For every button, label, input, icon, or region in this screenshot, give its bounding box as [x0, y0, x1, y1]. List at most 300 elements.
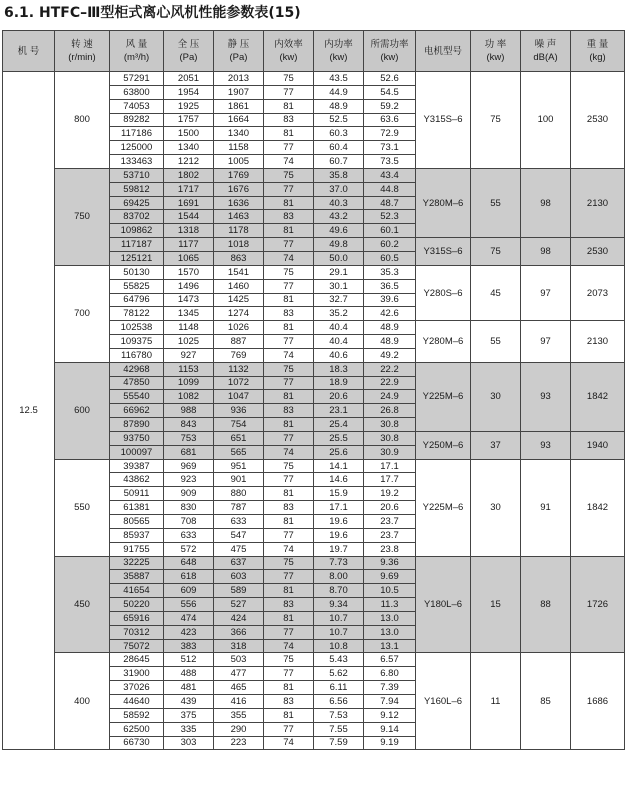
- internal-efficiency-cell: 83: [264, 113, 314, 127]
- total-pressure-cell: 1570: [164, 265, 214, 279]
- static-pressure-cell: 1005: [214, 155, 264, 169]
- required-power-cell: 23.7: [364, 515, 416, 529]
- internal-efficiency-cell: 74: [264, 155, 314, 169]
- motor-model-cell: Y160L–6: [416, 653, 471, 750]
- noise-cell: 93: [521, 362, 571, 431]
- internal-power-cell: 37.0: [314, 182, 364, 196]
- required-power-cell: 9.36: [364, 556, 416, 570]
- header-machine-no: 机 号: [3, 31, 55, 72]
- total-pressure-cell: 1065: [164, 251, 214, 265]
- internal-power-cell: 18.3: [314, 362, 364, 376]
- weight-cell: 1940: [571, 431, 625, 459]
- required-power-cell: 6.80: [364, 667, 416, 681]
- weight-cell: 2130: [571, 168, 625, 237]
- header-speed: 转 速 (r/min): [55, 31, 110, 72]
- static-pressure-cell: 424: [214, 611, 264, 625]
- required-power-cell: 10.5: [364, 584, 416, 598]
- motor-model-cell: Y280S–6: [416, 265, 471, 320]
- header-total-pressure: 全 压 (Pa): [164, 31, 214, 72]
- total-pressure-cell: 481: [164, 681, 214, 695]
- static-pressure-cell: 880: [214, 487, 264, 501]
- airflow-cell: 42968: [110, 362, 164, 376]
- internal-power-cell: 35.2: [314, 307, 364, 321]
- required-power-cell: 26.8: [364, 404, 416, 418]
- static-pressure-cell: 527: [214, 598, 264, 612]
- total-pressure-cell: 1954: [164, 85, 214, 99]
- total-pressure-cell: 1318: [164, 224, 214, 238]
- internal-power-cell: 49.6: [314, 224, 364, 238]
- airflow-cell: 50911: [110, 487, 164, 501]
- static-pressure-cell: 2013: [214, 72, 264, 86]
- total-pressure-cell: 753: [164, 431, 214, 445]
- total-pressure-cell: 1544: [164, 210, 214, 224]
- required-power-cell: 30.8: [364, 431, 416, 445]
- internal-power-cell: 10.7: [314, 611, 364, 625]
- internal-power-cell: 5.62: [314, 667, 364, 681]
- total-pressure-cell: 969: [164, 459, 214, 473]
- required-power-cell: 13.0: [364, 611, 416, 625]
- static-pressure-cell: 1769: [214, 168, 264, 182]
- static-pressure-cell: 1274: [214, 307, 264, 321]
- total-pressure-cell: 556: [164, 598, 214, 612]
- required-power-cell: 43.4: [364, 168, 416, 182]
- internal-efficiency-cell: 81: [264, 127, 314, 141]
- internal-power-cell: 5.43: [314, 653, 364, 667]
- internal-efficiency-cell: 77: [264, 238, 314, 252]
- static-pressure-cell: 1340: [214, 127, 264, 141]
- total-pressure-cell: 648: [164, 556, 214, 570]
- noise-cell: 85: [521, 653, 571, 750]
- static-pressure-cell: 787: [214, 501, 264, 515]
- internal-power-cell: 25.4: [314, 418, 364, 432]
- static-pressure-cell: 887: [214, 335, 264, 349]
- airflow-cell: 75072: [110, 639, 164, 653]
- internal-efficiency-cell: 77: [264, 431, 314, 445]
- total-pressure-cell: 1500: [164, 127, 214, 141]
- required-power-cell: 13.1: [364, 639, 416, 653]
- static-pressure-cell: 1178: [214, 224, 264, 238]
- header-row: [3, 31, 625, 72]
- airflow-cell: 102538: [110, 321, 164, 335]
- required-power-cell: 72.9: [364, 127, 416, 141]
- internal-efficiency-cell: 81: [264, 681, 314, 695]
- required-power-cell: 9.69: [364, 570, 416, 584]
- total-pressure-cell: 708: [164, 515, 214, 529]
- internal-power-cell: 7.53: [314, 708, 364, 722]
- total-pressure-cell: 618: [164, 570, 214, 584]
- internal-power-cell: 25.5: [314, 431, 364, 445]
- total-pressure-cell: 1099: [164, 376, 214, 390]
- airflow-cell: 93750: [110, 431, 164, 445]
- static-pressure-cell: 951: [214, 459, 264, 473]
- internal-efficiency-cell: 81: [264, 515, 314, 529]
- required-power-cell: 30.8: [364, 418, 416, 432]
- airflow-cell: 116780: [110, 348, 164, 362]
- internal-power-cell: 60.3: [314, 127, 364, 141]
- noise-cell: 88: [521, 556, 571, 653]
- header-internal-power: 内功率 (kw): [314, 31, 364, 72]
- required-power-cell: 22.9: [364, 376, 416, 390]
- internal-power-cell: 18.9: [314, 376, 364, 390]
- airflow-cell: 91755: [110, 542, 164, 556]
- table-body: [3, 72, 625, 750]
- internal-power-cell: 52.5: [314, 113, 364, 127]
- static-pressure-cell: 366: [214, 625, 264, 639]
- motor-power-cell: 30: [471, 459, 521, 556]
- internal-efficiency-cell: 74: [264, 542, 314, 556]
- static-pressure-cell: 1425: [214, 293, 264, 307]
- required-power-cell: 73.5: [364, 155, 416, 169]
- total-pressure-cell: 1717: [164, 182, 214, 196]
- airflow-cell: 50220: [110, 598, 164, 612]
- static-pressure-cell: 1018: [214, 238, 264, 252]
- required-power-cell: 23.8: [364, 542, 416, 556]
- speed-cell: 700: [55, 265, 110, 362]
- static-pressure-cell: 1664: [214, 113, 264, 127]
- static-pressure-cell: 503: [214, 653, 264, 667]
- static-pressure-cell: 477: [214, 667, 264, 681]
- static-pressure-cell: 1132: [214, 362, 264, 376]
- internal-power-cell: 17.1: [314, 501, 364, 515]
- required-power-cell: 54.5: [364, 85, 416, 99]
- total-pressure-cell: 1496: [164, 279, 214, 293]
- total-pressure-cell: 439: [164, 694, 214, 708]
- total-pressure-cell: 1757: [164, 113, 214, 127]
- internal-efficiency-cell: 75: [264, 72, 314, 86]
- noise-cell: 91: [521, 459, 571, 556]
- total-pressure-cell: 1082: [164, 390, 214, 404]
- airflow-cell: 83702: [110, 210, 164, 224]
- airflow-cell: 63800: [110, 85, 164, 99]
- motor-power-cell: 45: [471, 265, 521, 320]
- table-row: [3, 72, 625, 86]
- required-power-cell: 49.2: [364, 348, 416, 362]
- internal-efficiency-cell: 83: [264, 307, 314, 321]
- motor-model-cell: Y280M–6: [416, 321, 471, 363]
- header-airflow: 风 量 (m³/h): [110, 31, 164, 72]
- internal-efficiency-cell: 74: [264, 348, 314, 362]
- total-pressure-cell: 1802: [164, 168, 214, 182]
- internal-efficiency-cell: 77: [264, 141, 314, 155]
- internal-efficiency-cell: 81: [264, 99, 314, 113]
- airflow-cell: 43862: [110, 473, 164, 487]
- static-pressure-cell: 1460: [214, 279, 264, 293]
- internal-power-cell: 8.00: [314, 570, 364, 584]
- total-pressure-cell: 1691: [164, 196, 214, 210]
- required-power-cell: 20.6: [364, 501, 416, 515]
- airflow-cell: 65916: [110, 611, 164, 625]
- airflow-cell: 31900: [110, 667, 164, 681]
- fan-performance-table: [2, 30, 625, 750]
- total-pressure-cell: 2051: [164, 72, 214, 86]
- internal-power-cell: 14.1: [314, 459, 364, 473]
- airflow-cell: 44640: [110, 694, 164, 708]
- internal-efficiency-cell: 81: [264, 611, 314, 625]
- static-pressure-cell: 651: [214, 431, 264, 445]
- airflow-cell: 28645: [110, 653, 164, 667]
- internal-efficiency-cell: 83: [264, 598, 314, 612]
- internal-efficiency-cell: 75: [264, 459, 314, 473]
- airflow-cell: 58592: [110, 708, 164, 722]
- airflow-cell: 125000: [110, 141, 164, 155]
- total-pressure-cell: 1925: [164, 99, 214, 113]
- speed-cell: 450: [55, 556, 110, 653]
- header-required-power: 所需功率 (kw): [364, 31, 416, 72]
- table-row: [3, 556, 625, 570]
- total-pressure-cell: 988: [164, 404, 214, 418]
- total-pressure-cell: 609: [164, 584, 214, 598]
- internal-power-cell: 35.8: [314, 168, 364, 182]
- motor-power-cell: 75: [471, 238, 521, 266]
- airflow-cell: 50130: [110, 265, 164, 279]
- airflow-cell: 66962: [110, 404, 164, 418]
- airflow-cell: 57291: [110, 72, 164, 86]
- internal-efficiency-cell: 81: [264, 196, 314, 210]
- airflow-cell: 133463: [110, 155, 164, 169]
- internal-efficiency-cell: 81: [264, 224, 314, 238]
- required-power-cell: 30.9: [364, 445, 416, 459]
- static-pressure-cell: 475: [214, 542, 264, 556]
- internal-efficiency-cell: 75: [264, 168, 314, 182]
- internal-power-cell: 50.0: [314, 251, 364, 265]
- motor-power-cell: 55: [471, 168, 521, 237]
- required-power-cell: 22.2: [364, 362, 416, 376]
- internal-efficiency-cell: 74: [264, 445, 314, 459]
- internal-efficiency-cell: 81: [264, 584, 314, 598]
- table-row: [3, 653, 625, 667]
- static-pressure-cell: 633: [214, 515, 264, 529]
- internal-efficiency-cell: 83: [264, 694, 314, 708]
- internal-efficiency-cell: 81: [264, 708, 314, 722]
- airflow-cell: 117186: [110, 127, 164, 141]
- header-internal-efficiency: 内效率 (kw): [264, 31, 314, 72]
- required-power-cell: 44.8: [364, 182, 416, 196]
- total-pressure-cell: 830: [164, 501, 214, 515]
- static-pressure-cell: 863: [214, 251, 264, 265]
- motor-power-cell: 15: [471, 556, 521, 653]
- airflow-cell: 87890: [110, 418, 164, 432]
- internal-power-cell: 10.7: [314, 625, 364, 639]
- internal-power-cell: 44.9: [314, 85, 364, 99]
- required-power-cell: 24.9: [364, 390, 416, 404]
- required-power-cell: 17.7: [364, 473, 416, 487]
- internal-power-cell: 7.59: [314, 736, 364, 750]
- internal-efficiency-cell: 77: [264, 667, 314, 681]
- required-power-cell: 19.2: [364, 487, 416, 501]
- motor-model-cell: Y250M–6: [416, 431, 471, 459]
- required-power-cell: 17.1: [364, 459, 416, 473]
- static-pressure-cell: 1463: [214, 210, 264, 224]
- header-motor-model: 电机型号: [416, 31, 471, 72]
- internal-power-cell: 49.8: [314, 238, 364, 252]
- static-pressure-cell: 1907: [214, 85, 264, 99]
- motor-power-cell: 55: [471, 321, 521, 363]
- noise-cell: 100: [521, 72, 571, 169]
- airflow-cell: 70312: [110, 625, 164, 639]
- airflow-cell: 59812: [110, 182, 164, 196]
- total-pressure-cell: 927: [164, 348, 214, 362]
- internal-efficiency-cell: 81: [264, 293, 314, 307]
- total-pressure-cell: 512: [164, 653, 214, 667]
- total-pressure-cell: 383: [164, 639, 214, 653]
- total-pressure-cell: 1148: [164, 321, 214, 335]
- required-power-cell: 7.94: [364, 694, 416, 708]
- internal-efficiency-cell: 75: [264, 265, 314, 279]
- internal-power-cell: 19.7: [314, 542, 364, 556]
- internal-efficiency-cell: 77: [264, 182, 314, 196]
- table-row: [3, 362, 625, 376]
- page-title: 6.1. HTFC–Ⅲ型柜式离心风机性能参数表(15): [4, 5, 301, 21]
- weight-cell: 2130: [571, 321, 625, 363]
- internal-efficiency-cell: 77: [264, 528, 314, 542]
- total-pressure-cell: 1153: [164, 362, 214, 376]
- airflow-cell: 53710: [110, 168, 164, 182]
- static-pressure-cell: 754: [214, 418, 264, 432]
- internal-efficiency-cell: 74: [264, 251, 314, 265]
- total-pressure-cell: 303: [164, 736, 214, 750]
- weight-cell: 1686: [571, 653, 625, 750]
- airflow-cell: 78122: [110, 307, 164, 321]
- internal-efficiency-cell: 75: [264, 556, 314, 570]
- static-pressure-cell: 1072: [214, 376, 264, 390]
- airflow-cell: 64796: [110, 293, 164, 307]
- internal-efficiency-cell: 74: [264, 639, 314, 653]
- total-pressure-cell: 1345: [164, 307, 214, 321]
- internal-efficiency-cell: 77: [264, 335, 314, 349]
- weight-cell: 2073: [571, 265, 625, 320]
- airflow-cell: 32225: [110, 556, 164, 570]
- internal-power-cell: 29.1: [314, 265, 364, 279]
- required-power-cell: 63.6: [364, 113, 416, 127]
- static-pressure-cell: 547: [214, 528, 264, 542]
- motor-model-cell: Y225M–6: [416, 362, 471, 431]
- motor-power-cell: 37: [471, 431, 521, 459]
- internal-power-cell: 48.9: [314, 99, 364, 113]
- internal-power-cell: 7.55: [314, 722, 364, 736]
- total-pressure-cell: 1473: [164, 293, 214, 307]
- internal-power-cell: 19.6: [314, 528, 364, 542]
- required-power-cell: 73.1: [364, 141, 416, 155]
- total-pressure-cell: 1025: [164, 335, 214, 349]
- internal-efficiency-cell: 77: [264, 279, 314, 293]
- speed-cell: 600: [55, 362, 110, 459]
- speed-cell: 550: [55, 459, 110, 556]
- internal-power-cell: 7.73: [314, 556, 364, 570]
- required-power-cell: 52.3: [364, 210, 416, 224]
- internal-power-cell: 40.6: [314, 348, 364, 362]
- total-pressure-cell: 681: [164, 445, 214, 459]
- airflow-cell: 39387: [110, 459, 164, 473]
- static-pressure-cell: 1676: [214, 182, 264, 196]
- static-pressure-cell: 1541: [214, 265, 264, 279]
- airflow-cell: 61381: [110, 501, 164, 515]
- internal-efficiency-cell: 75: [264, 362, 314, 376]
- required-power-cell: 9.12: [364, 708, 416, 722]
- header-motor-power: 功 率 (kw): [471, 31, 521, 72]
- static-pressure-cell: 318: [214, 639, 264, 653]
- internal-efficiency-cell: 77: [264, 473, 314, 487]
- internal-power-cell: 15.9: [314, 487, 364, 501]
- airflow-cell: 100097: [110, 445, 164, 459]
- airflow-cell: 41654: [110, 584, 164, 598]
- internal-efficiency-cell: 83: [264, 501, 314, 515]
- weight-cell: 2530: [571, 238, 625, 266]
- total-pressure-cell: 1212: [164, 155, 214, 169]
- required-power-cell: 59.2: [364, 99, 416, 113]
- weight-cell: 1842: [571, 362, 625, 431]
- static-pressure-cell: 1047: [214, 390, 264, 404]
- airflow-cell: 62500: [110, 722, 164, 736]
- noise-cell: 97: [521, 321, 571, 363]
- total-pressure-cell: 423: [164, 625, 214, 639]
- total-pressure-cell: 1340: [164, 141, 214, 155]
- static-pressure-cell: 1026: [214, 321, 264, 335]
- total-pressure-cell: 474: [164, 611, 214, 625]
- static-pressure-cell: 936: [214, 404, 264, 418]
- required-power-cell: 7.39: [364, 681, 416, 695]
- motor-model-cell: Y180L–6: [416, 556, 471, 653]
- airflow-cell: 69425: [110, 196, 164, 210]
- internal-efficiency-cell: 81: [264, 487, 314, 501]
- required-power-cell: 60.2: [364, 238, 416, 252]
- required-power-cell: 48.9: [364, 321, 416, 335]
- airflow-cell: 35887: [110, 570, 164, 584]
- static-pressure-cell: 355: [214, 708, 264, 722]
- motor-model-cell: Y315S–6: [416, 72, 471, 169]
- internal-efficiency-cell: 77: [264, 85, 314, 99]
- airflow-cell: 74053: [110, 99, 164, 113]
- required-power-cell: 48.9: [364, 335, 416, 349]
- static-pressure-cell: 290: [214, 722, 264, 736]
- internal-power-cell: 60.4: [314, 141, 364, 155]
- motor-model-cell: Y280M–6: [416, 168, 471, 237]
- internal-efficiency-cell: 83: [264, 404, 314, 418]
- weight-cell: 1726: [571, 556, 625, 653]
- internal-efficiency-cell: 81: [264, 390, 314, 404]
- internal-power-cell: 40.3: [314, 196, 364, 210]
- required-power-cell: 6.57: [364, 653, 416, 667]
- internal-efficiency-cell: 74: [264, 736, 314, 750]
- total-pressure-cell: 909: [164, 487, 214, 501]
- weight-cell: 2530: [571, 72, 625, 169]
- total-pressure-cell: 843: [164, 418, 214, 432]
- required-power-cell: 48.7: [364, 196, 416, 210]
- header-noise: 噪 声 dB(A): [521, 31, 571, 72]
- internal-efficiency-cell: 83: [264, 210, 314, 224]
- internal-power-cell: 23.1: [314, 404, 364, 418]
- motor-power-cell: 30: [471, 362, 521, 431]
- static-pressure-cell: 416: [214, 694, 264, 708]
- internal-efficiency-cell: 77: [264, 570, 314, 584]
- required-power-cell: 11.3: [364, 598, 416, 612]
- internal-efficiency-cell: 81: [264, 418, 314, 432]
- total-pressure-cell: 488: [164, 667, 214, 681]
- internal-efficiency-cell: 77: [264, 376, 314, 390]
- internal-power-cell: 6.11: [314, 681, 364, 695]
- static-pressure-cell: 565: [214, 445, 264, 459]
- internal-power-cell: 32.7: [314, 293, 364, 307]
- internal-power-cell: 40.4: [314, 335, 364, 349]
- required-power-cell: 35.3: [364, 265, 416, 279]
- internal-power-cell: 6.56: [314, 694, 364, 708]
- internal-power-cell: 43.5: [314, 72, 364, 86]
- required-power-cell: 60.5: [364, 251, 416, 265]
- speed-cell: 400: [55, 653, 110, 750]
- noise-cell: 98: [521, 238, 571, 266]
- noise-cell: 98: [521, 168, 571, 237]
- speed-cell: 800: [55, 72, 110, 169]
- internal-power-cell: 43.2: [314, 210, 364, 224]
